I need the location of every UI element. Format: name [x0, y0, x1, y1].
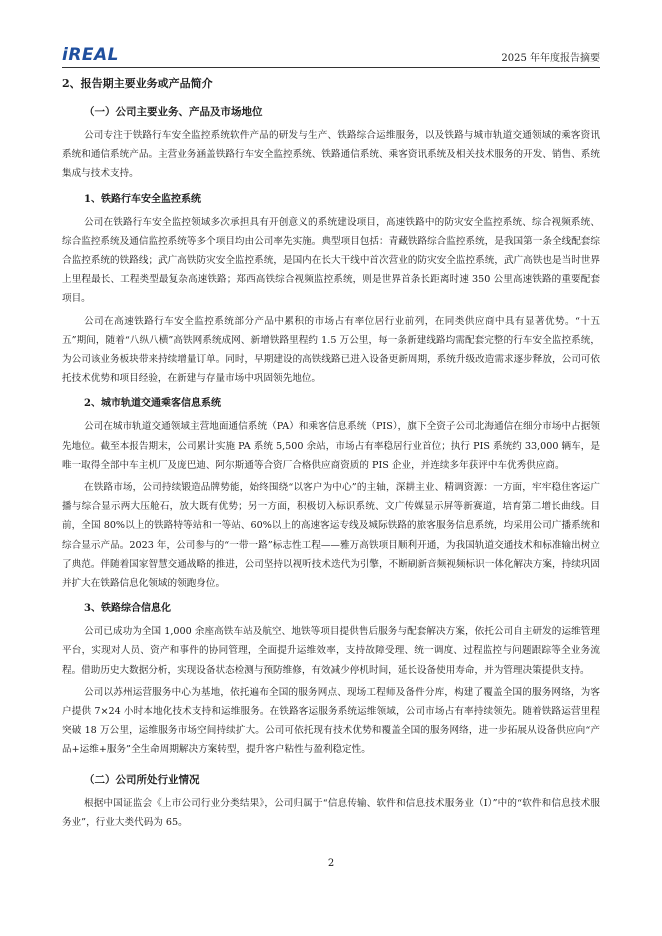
- part2-heading: （二）公司所处行业情况: [84, 773, 200, 786]
- item1-paragraph-2: 公司在高速铁路行车安全监控系统部分产品中累积的市场占有率位居行业前列，在同类供应商中具有显著优势。“十五五”期间，随着“八纵八横”高铁网系统成网、新增铁路里程约 1.5 万公里，每一条新建线路均需配套完整的行车安全监控系统，为公司该业务板块带来持续增量订单。同时，早期建设的高铁线路已进入设备更新周期，系统升级改造需求逐步释放，公司可依托技术优势和项目经验，在新建与存量市场中巩固领先地位。: [62, 315, 600, 385]
- item3-paragraph-2: 公司以苏州运营服务中心为基地，依托遍布全国的服务网点、现场工程师及备件分库，构建了覆盖全国的服务网络，为客户提供 7×24 小时本地化技术支持和运维服务。在铁路客运服务系统运维领域，公司市场占有率持续领先。随着铁路运营里程突破 18 万公里，运维服务市场空间持续扩大。公司可依托现有技术优势和覆盖全国的服务网络，进一步拓展从设备供应向“产品+运维+服务”全生命周期解决方案转型，提升客户粘性与盈利稳定性。: [62, 686, 600, 756]
- part1-intro: 公司专注于铁路行车安全监控系统软件产品的研发与生产、铁路综合运维服务，以及铁路与城市轨道交通领域的乘客资讯系统和通信系统产品。主营业务涵盖铁路行车安全监控系统、铁路通信系统、乘客资讯系统及相关技术服务的开发、销售、系统集成与技术支持。: [62, 130, 600, 180]
- item2-heading: 2、城市轨道交通乘客信息系统: [84, 398, 221, 410]
- page-number: 2: [327, 858, 335, 869]
- company-logo: [62, 44, 124, 64]
- report-title: 2025 年年度报告摘要: [501, 53, 600, 64]
- part2-paragraph: 根据中国证监会《上市公司行业分类结果》，公司归属于“信息传输、软件和信息技术服务业（I）”中的“软件和信息技术服务业”，行业大类代码为 65。: [62, 797, 600, 828]
- item1-paragraph-1: 公司在铁路行车安全监控领域多次承担具有开创意义的系统建设项目，高速铁路中的防灾安全监控系统、综合视频系统、综合监控系统及通信监控系统等多个项目均由公司率先实施。典型项目包括：青藏铁路综合监控系统，是我国第一条全线配套综合监控系统的铁路线；武广高铁防灾安全监控系统，是国内在长大干线中首次营业的防灾安全监控系统，武广高铁也是当时世界上里程最长、工程类型最复杂高速铁路；郑西高铁综合视频监控系统，则是世界首条长距离时速 350 公里高速铁路的重要配套项目。: [62, 216, 600, 305]
- page-header: [62, 44, 600, 64]
- item2-paragraph-1: 公司在城市轨道交通领域主营地面通信系统（PA）和乘客信息系统（PIS），旗下全资子公司北海通信在细分市场中占据领先地位。截至本报告期末，公司累计实施 PA 系统 5,500 余站，市场占有率稳居行业首位；执行 PIS 系统约 33,000 辆车，是唯一取得全部中车主机厂及庞巴迪、阿尔斯通等合资厂合格供应商资质的 PIS 企业，并连续多年获评中车优秀供应商。: [62, 421, 600, 471]
- item3-heading: 3、铁路综合信息化: [84, 603, 171, 615]
- item1-heading: 1、铁路行车安全监控系统: [84, 193, 201, 205]
- item3-paragraph-1: 公司已成功为全国 1,000 余座高铁车站及航空、地铁等项目提供售后服务与配套解决方案，依托公司自主研发的运维管理平台，实现对人员、资产和事件的协同管理，全面提升运维效率，支持故障受理、统一调度、过程监控与问题跟踪等全业务流程。借助历史大数据分析，实现设备状态检测与预防维修，有效减少停机时间，延长设备使用寿命，并为管理决策提供支持。: [62, 626, 600, 676]
- ireal-logo-icon: [62, 45, 124, 63]
- main-content: [62, 76, 600, 835]
- header-divider: [62, 67, 600, 68]
- svg-text:iREAL: iREAL: [62, 45, 120, 63]
- item2-paragraph-2: 在铁路市场，公司持续锻造品牌势能，始终围绕“以客户为中心”的主轴，深耕主业、精调资源：一方面，牢牢稳住客运广播与综合显示两大压舱石，放大既有优势；另一方面，积极切入标识系统、文广传媒显示屏等新赛道，培育第二增长曲线。目前，全国 80%以上的铁路特等站和一等站、60%以上的高速客运专线及城际铁路的旅客服务信息系统，均采用公司广播系统和综合显示产品。2023 年，公司参与的“一带一路”标志性工程——雅万高铁项目顺利开通，为我国轨道交通技术和标准输出树立了典范。伴随着国家智慧交通战略的推进，公司坚持以视听技术迭代为引擎，不断刷新音频视频标识一体化解决方案，持续巩固并扩大在铁路信息化领域的领跑身位。: [62, 482, 600, 590]
- part1-heading: （一）公司主要业务、产品及市场地位: [84, 106, 263, 118]
- section-title: 2、报告期主要业务或产品简介: [62, 77, 213, 90]
